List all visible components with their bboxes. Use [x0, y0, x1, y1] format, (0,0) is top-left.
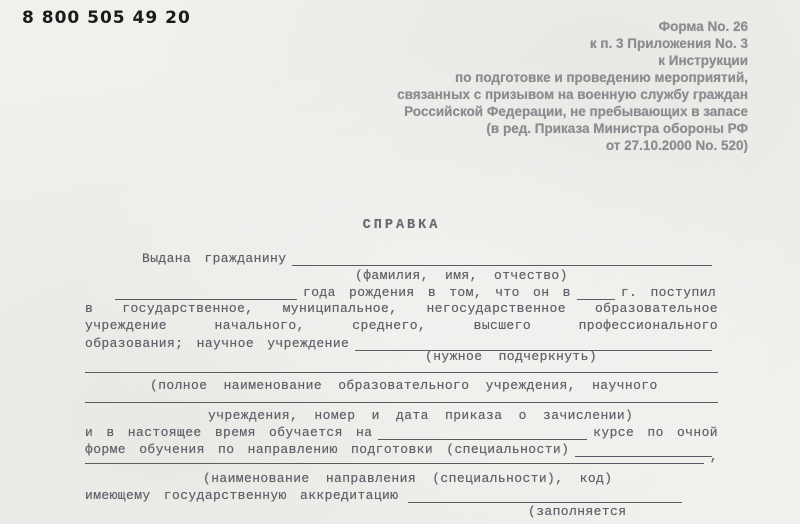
birth-year-text: года рождения в том, что он в [303, 285, 571, 300]
accreditation-text: имеющему государственную аккредитацию [85, 488, 399, 503]
birth-year-line [85, 284, 718, 300]
specialty-continuation-blank-field [85, 449, 704, 464]
fio-caption: (фамилия, имя, отчество) [355, 268, 568, 283]
header-line-order-edition: (в ред. Приказа Министра обороны РФ [486, 121, 748, 136]
science-institution-text: образования; научное учреждение [85, 336, 350, 351]
hotline-phone-number: 8 800 505 49 20 [22, 8, 191, 28]
admission-year-blank-field [577, 285, 615, 300]
institution-name-blank-rule1 [85, 372, 718, 373]
accreditation-blank-field [408, 488, 682, 503]
document-title: СПРАВКА [362, 218, 441, 233]
header-line-order-date: от 27.10.2000 No. 520) [605, 138, 748, 153]
institution-name-caption1: (полное наименование образовательного учреждения, научного [150, 378, 658, 393]
specialty-continuation-line [85, 448, 718, 464]
institution-type-line1: в государственное, муниципальное, негосударственное образовательное [85, 301, 718, 316]
underline-caption: (нужное подчеркнуть) [425, 349, 598, 364]
institution-type-line2: учреждение начального, среднего, высшего профессионального [85, 318, 718, 333]
accreditation-line [85, 487, 718, 503]
form-reference-header [397, 18, 748, 154]
issued-to-line [85, 250, 718, 266]
trailing-comma: , [709, 449, 718, 464]
course-line [85, 424, 718, 440]
issued-to-text: Выдана гражданину [142, 251, 287, 266]
fio-blank-field [292, 251, 712, 266]
birth-year-blank-field [115, 285, 297, 300]
admission-text: г. поступил [620, 285, 717, 300]
specialty-text: форме обучения по направлению подготовки (специальности) [85, 442, 570, 457]
specialty-caption: (наименование направления (специальности), код) [203, 471, 613, 486]
header-line-federation: Российской Федерации, не пребывающих в запасе [404, 104, 748, 119]
header-line-form-number: Форма No. 26 [658, 19, 748, 34]
header-line-preparation: по подготовке и проведению мероприятий, [455, 70, 748, 85]
institution-name-caption2: учреждения, номер и дата приказа о зачислении) [208, 408, 634, 423]
course-number-blank-field [378, 425, 587, 440]
header-line-appendix: к п. 3 Приложения No. 3 [589, 36, 748, 51]
header-line-instruction: к Инструкции [658, 53, 748, 68]
currently-studying-text: и в настоящее время обучается на [85, 425, 373, 440]
filled-in-caption: (заполняется [528, 504, 627, 519]
header-line-conscription: связанных с призывом на военную службу граждан [397, 87, 748, 102]
full-time-text: курсе по очной [593, 425, 718, 440]
institution-type-line3 [85, 335, 718, 351]
institution-name-blank-rule2 [85, 402, 718, 403]
